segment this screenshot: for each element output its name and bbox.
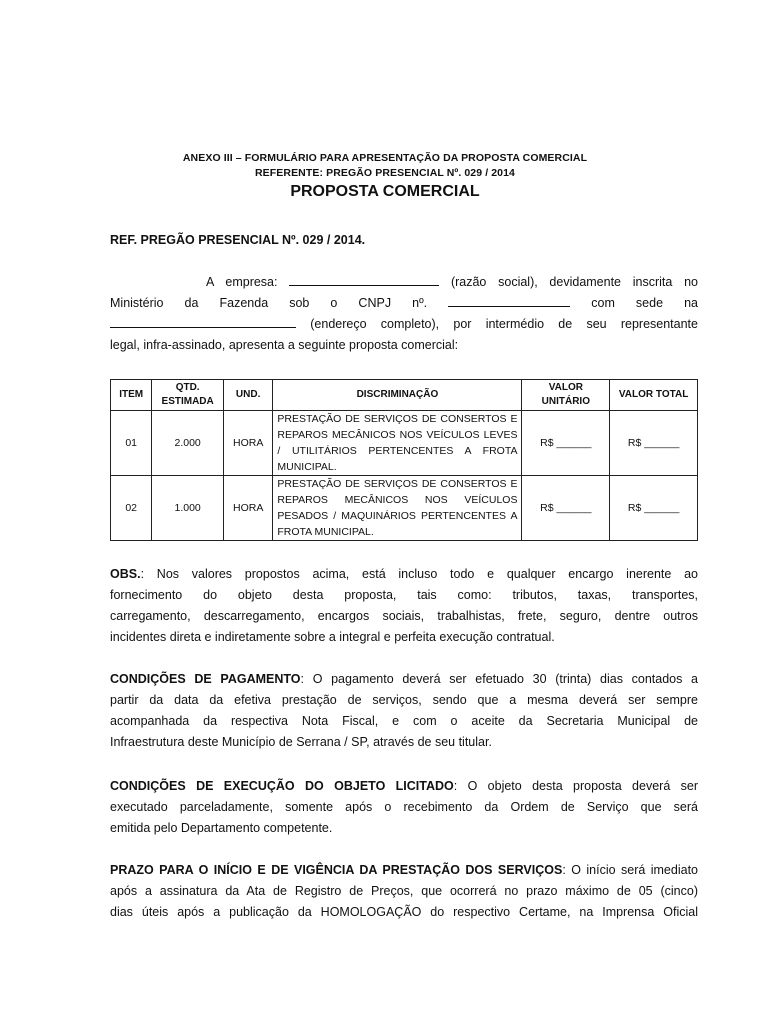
execution-line-2: executado parceladamente, somente após o recebimento da Ordem de Serviço que será: [110, 800, 698, 814]
obs-label: OBS.: [110, 567, 141, 581]
company-name-field[interactable]: [289, 273, 439, 286]
execution-line-1: [110, 776, 698, 797]
cell-qtd: 1.000: [152, 476, 224, 541]
payment-paragraph: [110, 669, 698, 753]
payment-label: CONDIÇÕES DE PAGAMENTO: [110, 672, 301, 686]
table-row: [111, 476, 698, 541]
intro-line-1: [110, 272, 698, 293]
cnpj-field[interactable]: [448, 294, 570, 307]
cell-qtd: 2.000: [152, 411, 224, 476]
payment-line-2: partir da data da efetiva prestação de serviços, sendo que a mesma deverá ser sempre: [110, 693, 698, 707]
execution-label: CONDIÇÕES DE EXECUÇÃO DO OBJETO LICITADO: [110, 779, 454, 793]
cell-total-value[interactable]: R$ ______: [610, 411, 698, 476]
execution-paragraph: [110, 776, 698, 839]
obs-line-1: [110, 564, 698, 585]
obs-paragraph: [110, 564, 698, 648]
term-paragraph: [110, 860, 698, 923]
intro-text-4: com sede na: [591, 296, 698, 310]
execution-line-3: emitida pelo Departamento competente.: [110, 821, 333, 835]
intro-paragraph: [110, 272, 698, 356]
address-field[interactable]: [110, 315, 296, 328]
term-line-1: [110, 860, 698, 881]
execution-text-1: : O objeto desta proposta deverá ser: [453, 779, 698, 793]
term-text-1: : O início será imediato: [562, 863, 698, 877]
cell-desc: PRESTAÇÃO DE SERVIÇOS DE CONSERTOS E REPAROS MECÂNICOS NOS VEÍCULOS PESADOS / MAQUINÁRIOS PERTENCENTES A FROTA MUNICIPAL.: [273, 476, 522, 541]
cell-desc: PRESTAÇÃO DE SERVIÇOS DE CONSERTOS E REPAROS MECÂNICOS NOS VEÍCULOS LEVES / UTILITÁRIOS PERTENCENTES A FROTA MUNICIPAL.: [273, 411, 522, 476]
table-row: [111, 411, 698, 476]
intro-company-label: A empresa:: [206, 275, 278, 289]
obs-line-3: carregamento, descarregamento, encargos sociais, trabalhistas, frete, seguro, dentre outros: [110, 609, 698, 623]
obs-text-1: : Nos valores propostos acima, está incluso todo e qualquer encargo inerente ao: [140, 567, 698, 581]
cell-item: 02: [111, 476, 152, 541]
term-line-3: dias úteis após a publicação da HOMOLOGAÇÃO do respectivo Certame, na Imprensa Oficial: [110, 905, 698, 919]
cell-und: HORA: [223, 411, 272, 476]
intro-line-2: [110, 293, 698, 314]
intro-line-3: [110, 314, 698, 335]
reference-line: REF. PREGÃO PRESENCIAL Nº. 029 / 2014.: [110, 233, 366, 247]
term-label: PRAZO PARA O INÍCIO E DE VIGÊNCIA DA PRESTAÇÃO DOS SERVIÇOS: [110, 863, 563, 877]
header-total-value: VALOR TOTAL: [610, 380, 698, 411]
intro-line-4: legal, infra-assinado, apresenta a seguinte proposta comercial:: [110, 338, 459, 352]
term-line-2: após a assinatura da Ata de Registro de Preços, que ocorrerá no prazo máximo de 05 (cinco): [110, 884, 698, 898]
cell-unit-value[interactable]: R$ ______: [522, 411, 610, 476]
intro-text-5: (endereço completo), por intermédio de seu representante: [310, 317, 698, 331]
obs-line-4: incidentes direta e indiretamente sobre a integral e perfeita execução contratual.: [110, 630, 555, 644]
table-header-row: [111, 380, 698, 411]
payment-line-1: [110, 669, 698, 690]
intro-cnpj-label: Ministério da Fazenda sob o CNPJ nº.: [110, 296, 428, 310]
header-und: UND.: [223, 380, 272, 411]
payment-line-4: Infraestrutura deste Município de Serrana / SP, através de seu titular.: [110, 735, 492, 749]
payment-line-3: acompanhada da respectiva Nota Fiscal, e com o aceite da Secretaria Municipal de: [110, 714, 698, 728]
intro-text-2: (razão social), devidamente inscrita no: [450, 275, 698, 289]
payment-text-1: : O pagamento deverá ser efetuado 30 (trinta) dias contados a: [300, 672, 698, 686]
reference-header: REFERENTE: PREGÃO PRESENCIAL Nº. 029 / 2014: [254, 167, 515, 179]
annex-header: ANEXO III – FORMULÁRIO PARA APRESENTAÇÃO DA PROPOSTA COMERCIAL: [182, 152, 588, 164]
header-unit-value: VALOR UNITÁRIO: [522, 380, 610, 411]
document-title: PROPOSTA COMERCIAL: [290, 183, 480, 200]
cell-und: HORA: [223, 476, 272, 541]
proposal-table: [110, 379, 698, 541]
header-qtd: QTD. ESTIMADA: [152, 380, 224, 411]
header-item: ITEM: [111, 380, 152, 411]
obs-line-2: fornecimento do objeto desta proposta, tais como: tributos, taxas, transportes,: [110, 588, 698, 602]
cell-unit-value[interactable]: R$ ______: [522, 476, 610, 541]
header-desc: DISCRIMINAÇÃO: [273, 380, 522, 411]
cell-total-value[interactable]: R$ ______: [610, 476, 698, 541]
cell-item: 01: [111, 411, 152, 476]
